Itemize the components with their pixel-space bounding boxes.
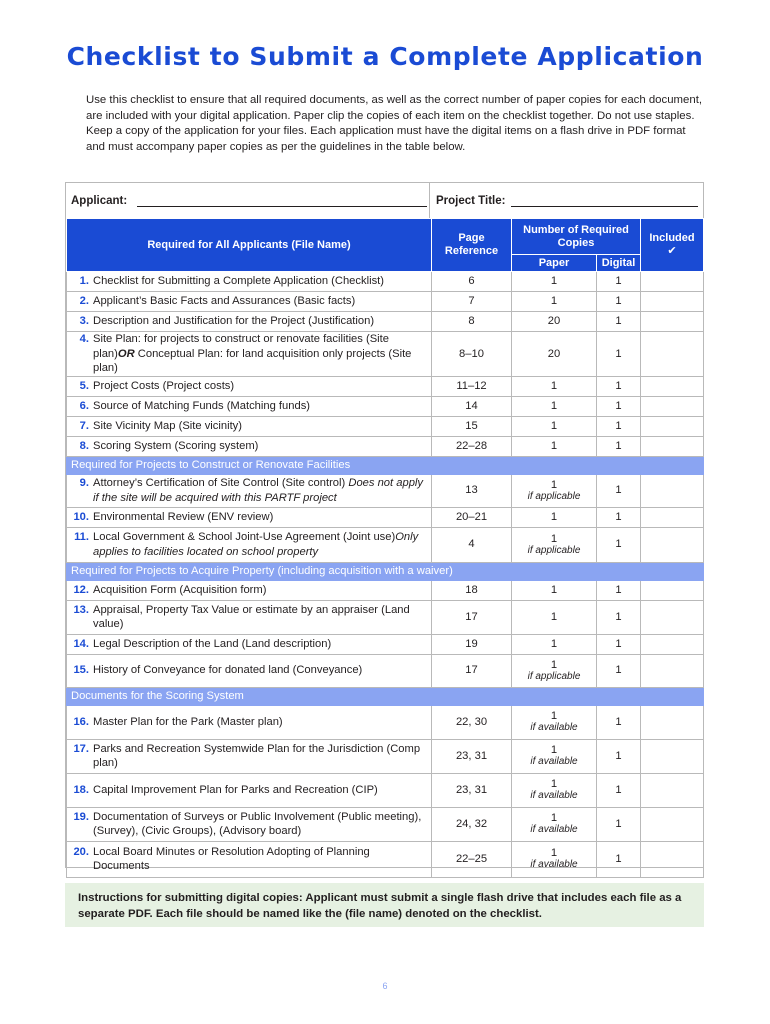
item-name-cell: [67, 634, 432, 654]
digital-copies-cell: 1: [597, 654, 641, 687]
page-reference-cell: 24, 32: [432, 807, 512, 841]
item-number: 7.: [79, 419, 89, 432]
item-number: 4.: [79, 333, 89, 345]
section-header-row: [67, 456, 704, 474]
checklist-table: [66, 218, 704, 878]
applicant-bar: [66, 183, 703, 218]
paper-note: if available: [530, 790, 578, 801]
included-checkbox-cell[interactable]: [641, 600, 704, 634]
page-reference-cell: 22–25: [432, 841, 512, 877]
table-row: [67, 739, 704, 773]
page-reference-cell: 6: [432, 272, 512, 292]
page-reference-cell: 14: [432, 396, 512, 416]
item-text: Documentation of Surveys or Public Involvement (Public meeting), (Survey), (Civic Groups), (Advisory board): [93, 810, 422, 837]
item-name-cell: [67, 436, 432, 456]
page-reference-cell: 23, 31: [432, 773, 512, 807]
paper-copies-cell: 1: [512, 580, 597, 600]
included-checkbox-cell[interactable]: [641, 841, 704, 877]
paper-note: if available: [530, 756, 578, 767]
item-text: Legal Description of the Land (Land description): [93, 637, 332, 650]
item-text: Scoring System (Scoring system): [93, 439, 259, 452]
item-number: 12.: [73, 583, 89, 596]
item-text: Master Plan for the Park (Master plan): [93, 715, 283, 728]
page-reference-cell: 15: [432, 416, 512, 436]
item-text: Site Vicinity Map (Site vicinity): [93, 419, 243, 432]
section-header-row: [67, 562, 704, 580]
paper-note: if applicable: [527, 544, 581, 556]
paper-note: if available: [530, 859, 578, 870]
item-text: Acquisition Form (Acquisition form): [93, 583, 267, 596]
digital-copies-cell: 1: [597, 416, 641, 436]
digital-copies-cell: 1: [597, 474, 641, 507]
item-name-cell: [67, 292, 432, 312]
section-header-row: [67, 687, 704, 705]
page-reference-cell: 23, 31: [432, 739, 512, 773]
item-name-cell: [67, 527, 432, 562]
item-text: Description and Justification for the Project (Justification): [93, 315, 375, 328]
paper-copies-cell: 1 if available: [512, 705, 597, 739]
item-name-cell: [67, 272, 432, 292]
included-checkbox-cell[interactable]: [641, 654, 704, 687]
page-reference-cell: 18: [432, 580, 512, 600]
paper-copies-cell: 1 if available: [512, 739, 597, 773]
paper-copies-cell: 1: [512, 416, 597, 436]
page-reference-cell: 19: [432, 634, 512, 654]
included-checkbox-cell[interactable]: [641, 436, 704, 456]
page-reference-cell: 20–21: [432, 507, 512, 527]
item-number: 6.: [79, 399, 89, 412]
table-row: [67, 841, 704, 877]
section-header: Required for Projects to Acquire Property (including acquisition with a waiver): [67, 562, 704, 580]
table-row: [67, 773, 704, 807]
project-title-label: Project Title:: [436, 195, 506, 207]
paper-copies-cell: 1 if available: [512, 841, 597, 877]
item-number: 1.: [79, 275, 89, 288]
item-number: 5.: [79, 379, 89, 392]
digital-copies-cell: 1: [597, 292, 641, 312]
page-reference-cell: 8: [432, 312, 512, 332]
item-name-cell: [67, 654, 432, 687]
header-required-copies: Number of Required Copies: [512, 219, 641, 255]
item-number: 18.: [73, 783, 89, 796]
item-name-cell: [67, 773, 432, 807]
paper-copies-cell: 1 if applicable: [512, 474, 597, 507]
page-reference-cell: 17: [432, 600, 512, 634]
item-text: Local Government & School Joint-Use Agreement (Joint use)Only applies to facilities located on school property: [93, 531, 419, 558]
digital-copy-instructions: [65, 883, 704, 927]
checklist-body: [67, 272, 704, 878]
item-name-cell: [67, 841, 432, 877]
table-row: [67, 654, 704, 687]
included-checkbox-cell[interactable]: [641, 474, 704, 507]
table-row: [67, 272, 704, 292]
included-checkbox-cell[interactable]: [641, 396, 704, 416]
table-row: [67, 376, 704, 396]
page-reference-cell: 11–12: [432, 376, 512, 396]
item-text: Parks and Recreation Systemwide Plan for the Jurisdiction (Comp plan): [93, 742, 421, 769]
header-file-name: Required for All Applicants (File Name): [67, 219, 432, 272]
page-number: 6: [382, 981, 388, 991]
paper-copies-cell: 1 if applicable: [512, 654, 597, 687]
paper-copies-cell: 20: [512, 332, 597, 377]
item-number: 9.: [79, 477, 89, 489]
page-reference-cell: 8–10: [432, 332, 512, 377]
digital-copies-cell: 1: [597, 634, 641, 654]
digital-copies-cell: 1: [597, 807, 641, 841]
item-name-cell: [67, 739, 432, 773]
included-checkbox-cell[interactable]: [641, 773, 704, 807]
table-row: [67, 634, 704, 654]
table-row: [67, 292, 704, 312]
project-title-field[interactable]: [511, 206, 698, 207]
digital-copies-cell: 1: [597, 705, 641, 739]
instructions-body: Applicant must submit a single flash drive that includes each file as a separate PDF. Each file should be named like the (file name) denoted on the checklist.: [78, 892, 682, 920]
item-text: Applicant’s Basic Facts and Assurances (Basic facts): [93, 295, 356, 308]
digital-copies-cell: 1: [597, 436, 641, 456]
page-title: Checklist to Submit a Complete Application: [66, 42, 704, 71]
item-name-cell: [67, 332, 432, 377]
digital-copies-cell: 1: [597, 739, 641, 773]
paper-copies-cell: 1: [512, 292, 597, 312]
included-checkbox-cell[interactable]: [641, 527, 704, 562]
item-text: Environmental Review (ENV review): [93, 510, 274, 523]
item-text: Local Board Minutes or Resolution Adopting of Planning Documents: [93, 845, 370, 872]
table-row: [67, 705, 704, 739]
instructions-lead: Instructions for submitting digital copies:: [78, 892, 303, 904]
paper-copies-cell: 20: [512, 312, 597, 332]
item-number: 3.: [79, 315, 89, 328]
item-number: 14.: [73, 637, 89, 650]
item-name-cell: [67, 376, 432, 396]
item-text: Project Costs (Project costs): [93, 379, 235, 392]
digital-copies-cell: 1: [597, 841, 641, 877]
item-name-cell: [67, 807, 432, 841]
item-number: 11.: [74, 531, 89, 543]
page-reference-cell: 22, 30: [432, 705, 512, 739]
paper-copies-cell: 1: [512, 436, 597, 456]
included-checkbox-cell[interactable]: [641, 416, 704, 436]
item-number: 19.: [73, 810, 89, 823]
page-reference-cell: 7: [432, 292, 512, 312]
digital-copies-cell: 1: [597, 600, 641, 634]
digital-copies-cell: 1: [597, 396, 641, 416]
header-included: Included ✔: [641, 219, 704, 272]
table-row: [67, 436, 704, 456]
applicant-label: Applicant:: [71, 195, 128, 207]
table-row: [67, 600, 704, 634]
included-checkbox-cell[interactable]: [641, 807, 704, 841]
digital-copies-cell: 1: [597, 507, 641, 527]
included-checkbox-cell[interactable]: [641, 332, 704, 377]
item-name-cell: [67, 474, 432, 507]
header-paper: Paper: [512, 255, 597, 272]
paper-copies-cell: 1 if available: [512, 773, 597, 807]
included-checkbox-cell[interactable]: [641, 634, 704, 654]
item-note: Only applies to facilities located on school property: [93, 531, 419, 558]
item-number: 10.: [73, 510, 89, 523]
item-number: 17.: [73, 742, 89, 755]
table-row: [67, 416, 704, 436]
section-header: Documents for the Scoring System: [67, 687, 704, 705]
table-row: [67, 332, 704, 377]
item-text: Appraisal, Property Tax Value or estimate by an appraiser (Land value): [93, 603, 410, 630]
item-number: 8.: [79, 439, 89, 452]
item-note: Does not apply if the site will be acquired with this PARTF project: [93, 477, 423, 504]
paper-copies-cell: 1: [512, 634, 597, 654]
checklist-table-frame: [65, 182, 704, 872]
table-row: [67, 807, 704, 841]
paper-note: if applicable: [527, 670, 581, 682]
intro-paragraph: Use this checklist to ensure that all required documents, as well as the correct number of paper copies for each document, are included with your digital application. Paper clip the copies of each item on the checklist together. Do not use staples. Keep a copy of the application for your files. Each application must have the digital items on a flash drive in PDF format and must accompany paper copies as per the guidelines in the table below.: [86, 94, 703, 153]
digital-copies-cell: 1: [597, 312, 641, 332]
paper-note: if applicable: [527, 490, 581, 502]
item-text: History of Conveyance for donated land (Conveyance): [93, 664, 363, 677]
item-text: Source of Matching Funds (Matching funds): [93, 399, 311, 412]
paper-note: if available: [530, 824, 578, 835]
table-row: [67, 396, 704, 416]
digital-copies-cell: 1: [597, 332, 641, 377]
table-row: [67, 507, 704, 527]
item-number: 13.: [73, 603, 89, 616]
included-checkbox-cell[interactable]: [641, 705, 704, 739]
included-checkbox-cell[interactable]: [641, 580, 704, 600]
paper-copies-cell: 1: [512, 272, 597, 292]
digital-copies-cell: 1: [597, 580, 641, 600]
checkmark-icon: ✔: [667, 245, 677, 257]
paper-note: if available: [530, 722, 578, 733]
digital-copies-cell: 1: [597, 272, 641, 292]
page-reference-cell: 17: [432, 654, 512, 687]
item-name-cell: [67, 600, 432, 634]
item-name-cell: [67, 580, 432, 600]
paper-copies-cell: 1 if available: [512, 807, 597, 841]
item-text: Attorney’s Certification of Site Control (Site control) Does not apply if the site will be acquired with this PARTF project: [93, 477, 423, 504]
included-checkbox-cell[interactable]: [641, 739, 704, 773]
paper-copies-cell: 1: [512, 600, 597, 634]
included-checkbox-cell[interactable]: [641, 376, 704, 396]
paper-copies-cell: 1 if applicable: [512, 527, 597, 562]
included-checkbox-cell[interactable]: [641, 272, 704, 292]
item-name-cell: [67, 396, 432, 416]
digital-copies-cell: 1: [597, 773, 641, 807]
item-name-cell: [67, 416, 432, 436]
table-row: [67, 474, 704, 507]
digital-copies-cell: 1: [597, 376, 641, 396]
item-number: 16.: [73, 715, 89, 728]
paper-copies-cell: 1: [512, 396, 597, 416]
page-reference-cell: 13: [432, 474, 512, 507]
item-text: Capital Improvement Plan for Parks and Recreation (CIP): [93, 783, 378, 796]
item-name-cell: [67, 312, 432, 332]
item-number: 20.: [73, 845, 89, 858]
item-name-cell: [67, 705, 432, 739]
header-digital: Digital: [597, 255, 641, 272]
section-header: Required for Projects to Construct or Renovate Facilities: [67, 456, 704, 474]
page-reference-cell: 4: [432, 527, 512, 562]
paper-copies-cell: 1: [512, 507, 597, 527]
applicant-field[interactable]: [137, 206, 427, 207]
included-checkbox-cell[interactable]: [641, 507, 704, 527]
digital-copies-cell: 1: [597, 527, 641, 562]
item-text: Checklist for Submitting a Complete Application (Checklist): [93, 275, 384, 288]
paper-copies-cell: 1: [512, 376, 597, 396]
item-name-cell: [67, 507, 432, 527]
page-reference-cell: 22–28: [432, 436, 512, 456]
item-number: 2.: [79, 295, 89, 308]
included-checkbox-cell[interactable]: [641, 312, 704, 332]
table-row: [67, 312, 704, 332]
header-page-reference: Page Reference: [432, 219, 512, 272]
table-row: [67, 527, 704, 562]
item-number: 15.: [73, 664, 89, 677]
table-row: [67, 580, 704, 600]
included-checkbox-cell[interactable]: [641, 292, 704, 312]
item-text: Site Plan: for projects to construct or renovate facilities (Site plan)OR Conceptual Plan: for land acquisition only projects (Site plan): [93, 333, 412, 374]
